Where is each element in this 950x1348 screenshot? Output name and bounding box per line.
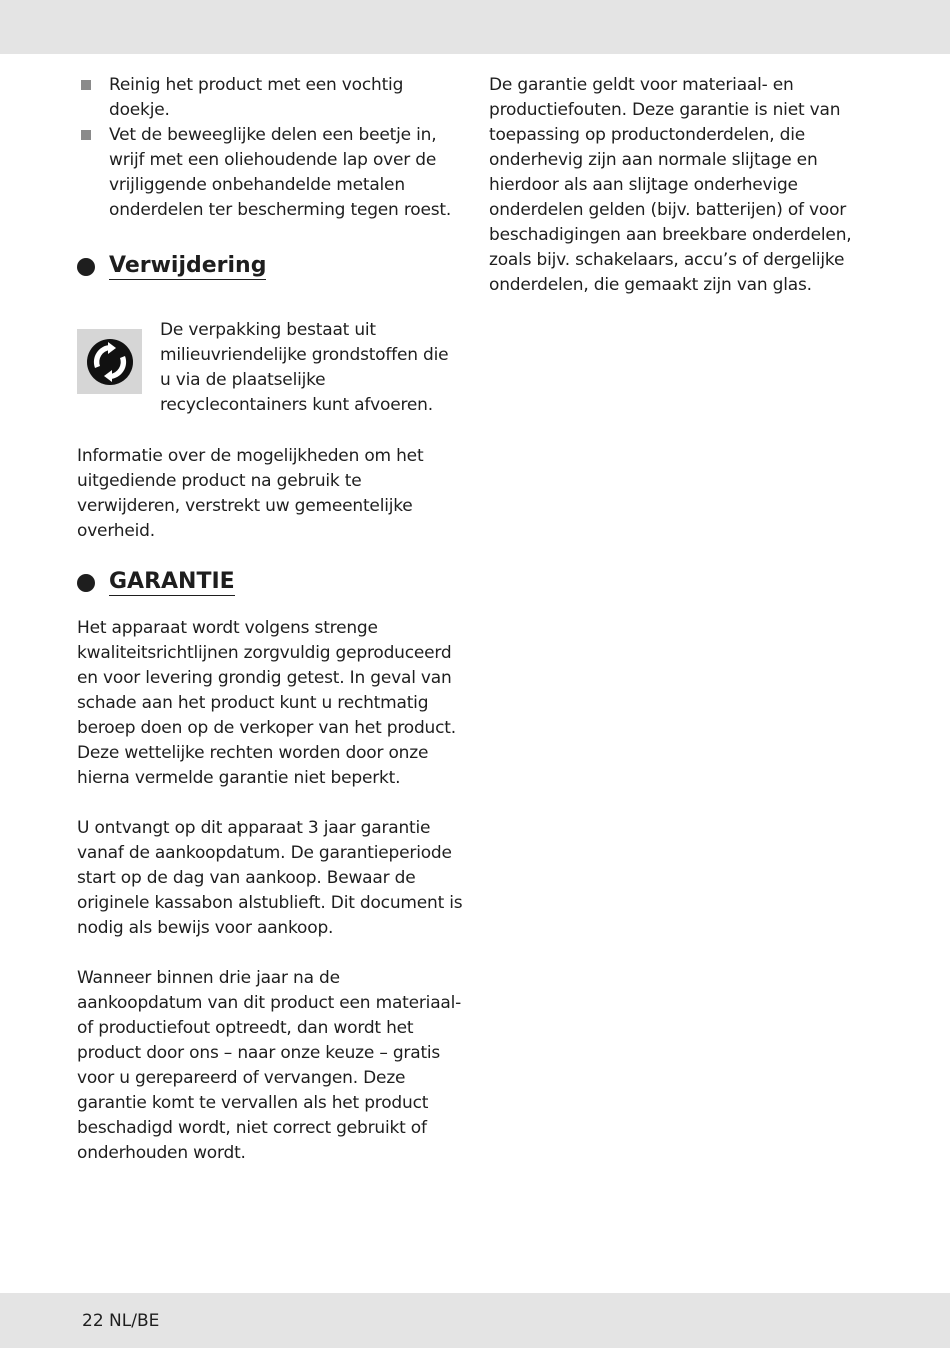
- page-number: 22 NL/BE: [82, 1311, 160, 1331]
- warranty-scope-paragraph: De garantie geldt voor materiaal- en productiefouten. Deze garantie is niet van toepassing op productonderdelen, die onderhevig zijn aan normale slijtage en hierdoor als aan slijtage onderhevige onderdelen gelden (bijv. batterijen) of voor beschadigingen aan breekbare onderdelen, zoals bijv. schakelaars, accu’s of dergelijke onderdelen, die gemaakt zijn van glas.: [489, 75, 852, 295]
- warranty-paragraph: Wanneer binnen drie jaar na de aankoopdatum van dit product een materiaal- of productiefout optreedt, dan wordt het product door ons – naar onze keuze – gratis voor u gerepareerd of vervangen. Deze garantie komt te vervallen als het product beschadigd wordt, niet correct gebruikt of onderhouden wordt.: [77, 968, 462, 1163]
- left-column: [77, 73, 467, 1166]
- section-title: GARANTIE: [109, 569, 235, 594]
- list-item-text: Vet de beweeglijke delen een beetje in, wrijf met een oliehoudende lap over de vrijliggende onbehandelde metalen onderdelen ter bescherming tegen roest.: [109, 125, 452, 220]
- care-list: [77, 73, 467, 223]
- recycle-text: De verpakking bestaat uit milieuvriendelijke grondstoffen die u via de plaatselijke recyclecontainers kunt afvoeren.: [160, 320, 449, 415]
- list-item-text: Reinig het product met een vochtig doekje.: [109, 75, 404, 120]
- header-bar: [0, 0, 950, 54]
- right-column: [489, 73, 884, 298]
- warranty-paragraph: U ontvangt op dit apparaat 3 jaar garantie vanaf de aankoopdatum. De garantieperiode start op de dag van aankoop. Bewaar de originele kassabon alstublieft. Dit document is nodig als bewijs voor aankoop.: [77, 818, 463, 938]
- section-title: Verwijdering: [109, 253, 267, 278]
- square-bullet-icon: [81, 130, 91, 140]
- square-bullet-icon: [81, 80, 91, 90]
- list-item: [77, 73, 467, 123]
- disposal-info: Informatie over de mogelijkheden om het uitgediende product na gebruik te verwijderen, verstrekt uw gemeentelijke overheid.: [77, 446, 424, 541]
- recycle-block: [77, 318, 467, 418]
- green-dot-recycle-icon: [77, 329, 142, 394]
- list-item: [77, 123, 467, 223]
- round-heading-icon: [77, 574, 95, 592]
- round-heading-icon: [77, 258, 95, 276]
- section-heading-garantie: [77, 569, 467, 596]
- section-heading-verwijdering: [77, 253, 467, 280]
- warranty-paragraph: Het apparaat wordt volgens strenge kwaliteitsrichtlijnen zorgvuldig geproduceerd en voor levering grondig getest. In geval van schade aan het product kunt u rechtmatig beroep doen op de verkoper van het product. Deze wettelijke rechten worden door onze hierna vermelde garantie niet beperkt.: [77, 618, 456, 788]
